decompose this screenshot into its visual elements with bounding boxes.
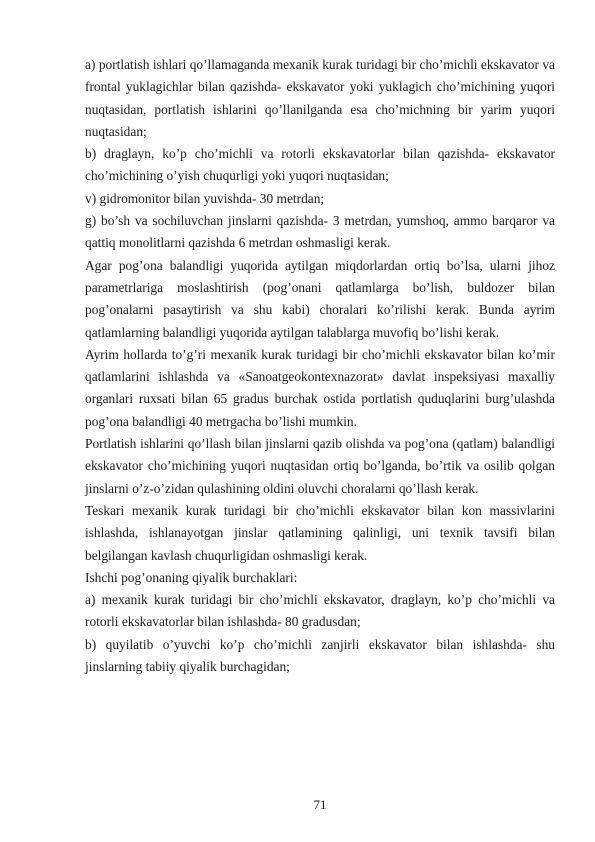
paragraph-blasting: Portlatish ishlarini qo’llash bilan jinslarni qazib olishda va pog’ona (qatlam) balandligi ekskavator cho’michining yuqori nuqtasidan ortiq bo’lganda, bo’rtik va osilib qolgan jinslarni o’z-o’zidan qulashining oldini oluvchi choralarni qo’llash kerak. [85,436,555,496]
body-text [85,54,555,678]
paragraph-rule-g: g) bo’sh va sochiluvchan jinslarni qazishda- 3 metrdan, yumshoq, ammo barqaror va qattiq monolitlarni qazishda 6 metrdan oshmasligi kerak. [85,213,555,251]
page-number: 71 [313,797,327,812]
paragraph-slope-heading: Ishchi pog’onaning qiyalik burchaklari: [85,569,298,585]
paragraph-backhoe: Teskari mexanik kurak turidagi bir cho’michli ekskavator bilan kon massivlarini ishlashda, ishlanayotgan jinslar qatlamining qalinligi, uni texnik tavsifi bilan belgilangan kavlash chuqurligidan oshmasligi kerak. [85,502,555,563]
paragraph-bench-height: Agar pog’ona balandligi yuqorida aytilgan miqdorlardan ortiq bo’lsa, ularni jihoz parametrlariga moslashtirish (pog’onani qatlamlarga bo’lish, buldozer bilan pog’onalarni pasaytirish va shu kabi) choralari ko’rilishi kerak. Bunda ayrim qatlamlarning balandligi yuqorida aytilgan talablarga muvofiq bo’lishi kerak. [85,257,555,340]
paragraph-rule-a: a) portlatish ishlari qo’llamaganda mexanik kurak turidagi bir cho’michli ekskavator va frontal yuklagichlar bilan qazishda- ekskavator yoki yuklagich cho’michining yuqori nuqtasidan, portlatish ishlarini qo’llanilganda esa cho’michning bir yarim yuqori nuqtasidan; [85,57,555,139]
paragraph-rule-v: v) gidromonitor bilan yuvishda- 30 metrdan; [85,190,325,206]
paragraph-slope-a: a) mexanik kurak turidagi bir cho’michli ekskavator, draglayn, ko’p cho’michli va rotorli ekskavatorlar bilan ishlashda- 80 gradusdan; [85,592,555,630]
paragraph-exception: Ayrim hollarda to’g’ri mexanik kurak turidagi bir cho’michli ekskavator bilan ko’mir qatlamlarini ishlashda va «Sanoatgeokontexnazorat» davlat inspeksiyasi maxalliy organlari ruxsati bilan 65 gradus burchak ostida portlatish quduqlarini burg’ulashda pog’ona balandligi 40 metrgacha bo’lishi mumkin. [85,346,555,429]
paragraph-rule-b: b) draglayn, ko’p cho’michli va rotorli ekskavatorlar bilan qazishda- ekskavator cho’michining o’yish chuqurligi yoki yuqori nuqtasidan; [85,146,555,184]
paragraph-slope-b: b) quyilatib o’yuvchi ko’p cho’michli zanjirli ekskavator bilan ishlashda- shu jinslarning tabiiy qiyalik burchagidan; [85,636,555,675]
